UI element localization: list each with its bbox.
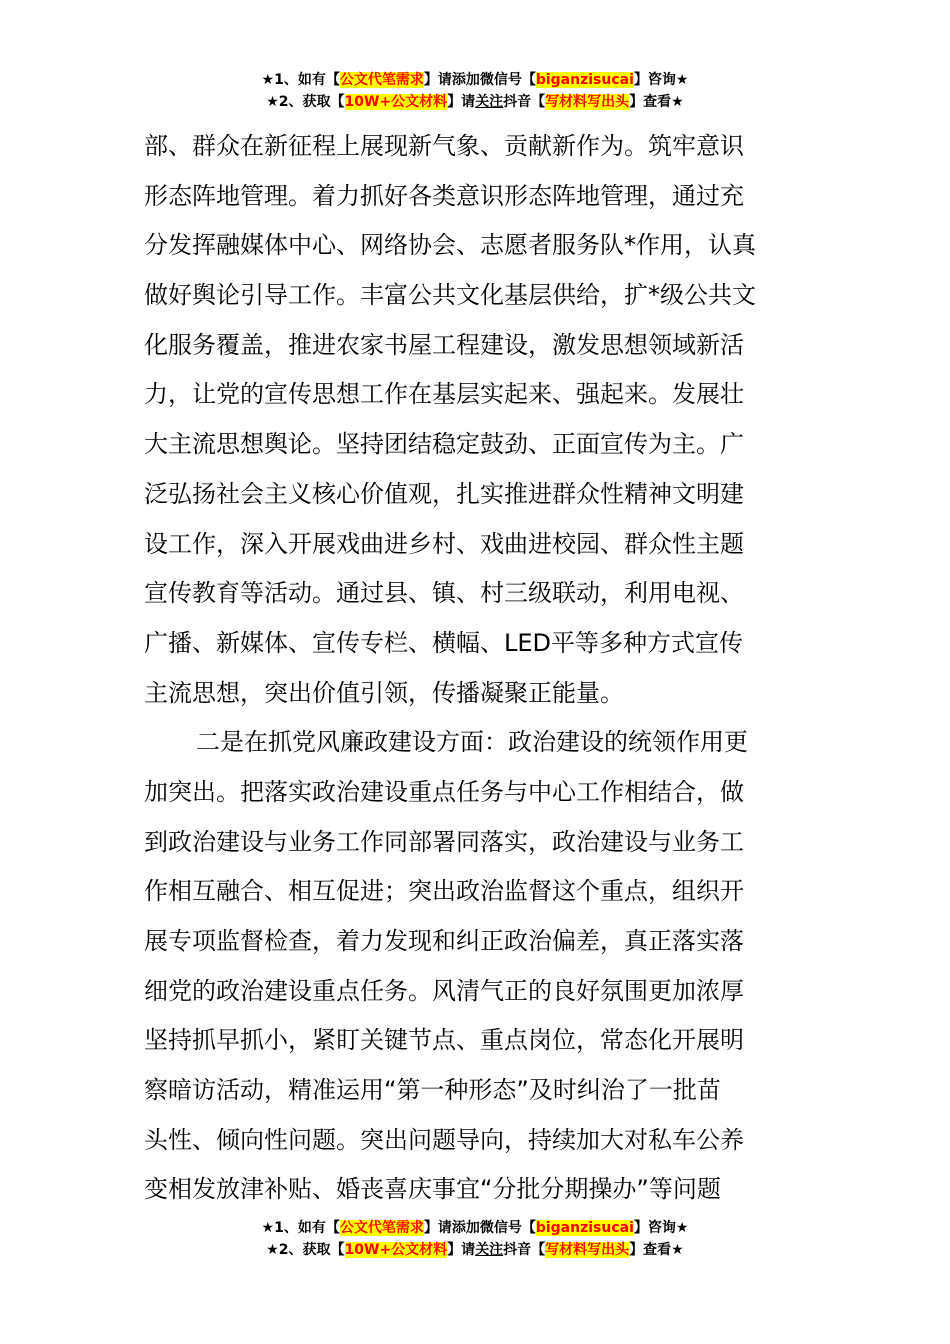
banner-highlight-douyin: 写材料写出头: [545, 1242, 630, 1258]
banner-highlight: 公文代笔需求: [339, 1220, 424, 1236]
banner-underlined-text: 关注: [475, 94, 504, 110]
banner-line-2: [0, 91, 950, 113]
body-line: 广播、新媒体、宣传专栏、横幅、LED平等多种方式宣传: [144, 628, 744, 657]
banner-text: 抖音【: [503, 94, 546, 110]
body-line: 宣传教育等活动。通过县、镇、村三级联动，利用电视、: [144, 579, 744, 608]
body-line: 大主流思想舆论。坚持团结稳定鼓劲、正面宣传为主。广: [144, 430, 744, 459]
body-line: 变相发放津补贴、婚丧喜庆事宜“分批分期操办”等问题: [144, 1175, 721, 1204]
body-line: 形态阵地管理。着力抓好各类意识形态阵地管理，通过充: [144, 181, 744, 210]
body-line: 细党的政治建设重点任务。风清气正的良好氛围更加浓厚: [144, 976, 744, 1005]
paragraph-start-line: 二是在抓党风廉政建设方面：政治建设的统领作用更: [196, 728, 748, 757]
body-line: 头性、倾向性问题。突出问题导向，持续加大对私车公养: [144, 1125, 744, 1154]
body-line: 坚持抓早抓小，紧盯关键节点、重点岗位，常态化开展明: [144, 1026, 744, 1055]
body-line: 泛弘扬社会主义核心价值观，扎实推进群众性精神文明建: [144, 479, 744, 508]
banner-line-1: [0, 69, 950, 91]
banner-line-2: [0, 1239, 950, 1261]
body-line: 力，让党的宣传思想工作在基层实起来、强起来。发展壮: [144, 380, 744, 409]
banner-highlight: 10W+公文材料: [344, 94, 448, 110]
body-line: 到政治建设与业务工作同部署同落实，政治建设与业务工: [144, 827, 744, 856]
body-line: 主流思想，突出价值引领，传播凝聚正能量。: [144, 678, 624, 707]
header-banner: [0, 69, 950, 113]
body-line: 化服务覆盖，推进农家书屋工程建设，激发思想领域新活: [144, 330, 744, 359]
banner-text: 】查看★: [629, 94, 684, 110]
banner-text: 】查看★: [629, 1242, 684, 1258]
banner-text: 】请: [447, 1242, 476, 1258]
body-line: 察暗访活动，精准运用“第一种形态”及时纠治了一批苗: [144, 1076, 721, 1105]
body-line: 分发挥融媒体中心、网络协会、志愿者服务队*作用，认真: [144, 231, 756, 260]
banner-text: 】咨询★: [633, 1220, 689, 1236]
banner-text: 】咨询★: [633, 72, 689, 88]
banner-text: 】请: [447, 94, 476, 110]
body-line: 加突出。把落实政治建设重点任务与中心工作相结合，做: [144, 777, 744, 806]
body-line: 展专项监督检查，着力发现和纠正政治偏差，真正落实落: [144, 927, 744, 955]
document-body: [144, 122, 806, 1215]
banner-text: ★2、获取【: [266, 1242, 345, 1258]
banner-text: ★1、如有【: [261, 1220, 340, 1236]
banner-highlight-douyin: 写材料写出头: [545, 94, 630, 110]
body-line: 部、群众在新征程上展现新气象、贡献新作为。筑牢意识: [144, 132, 744, 160]
body-line: 作相互融合、相互促进；突出政治监督这个重点，组织开: [144, 877, 744, 906]
banner-text: 】请添加微信号【: [423, 72, 536, 88]
body-line: 做好舆论引导工作。丰富公共文化基层供给，扩*级公共文: [144, 281, 756, 310]
banner-text: ★1、如有【: [261, 72, 340, 88]
banner-highlight-wechat-id: biganzisucai: [535, 1220, 634, 1236]
banner-text: 抖音【: [503, 1242, 546, 1258]
banner-underlined-text: 关注: [475, 1242, 504, 1258]
banner-text: 】请添加微信号【: [423, 1220, 536, 1236]
footer-banner: [0, 1217, 950, 1261]
banner-highlight: 10W+公文材料: [344, 1242, 448, 1258]
banner-text: ★2、获取【: [266, 94, 345, 110]
body-line: 设工作，深入开展戏曲进乡村、戏曲进校园、群众性主题: [144, 529, 744, 558]
banner-highlight-wechat-id: biganzisucai: [535, 72, 634, 88]
banner-highlight: 公文代笔需求: [339, 72, 424, 88]
banner-line-1: [0, 1217, 950, 1239]
